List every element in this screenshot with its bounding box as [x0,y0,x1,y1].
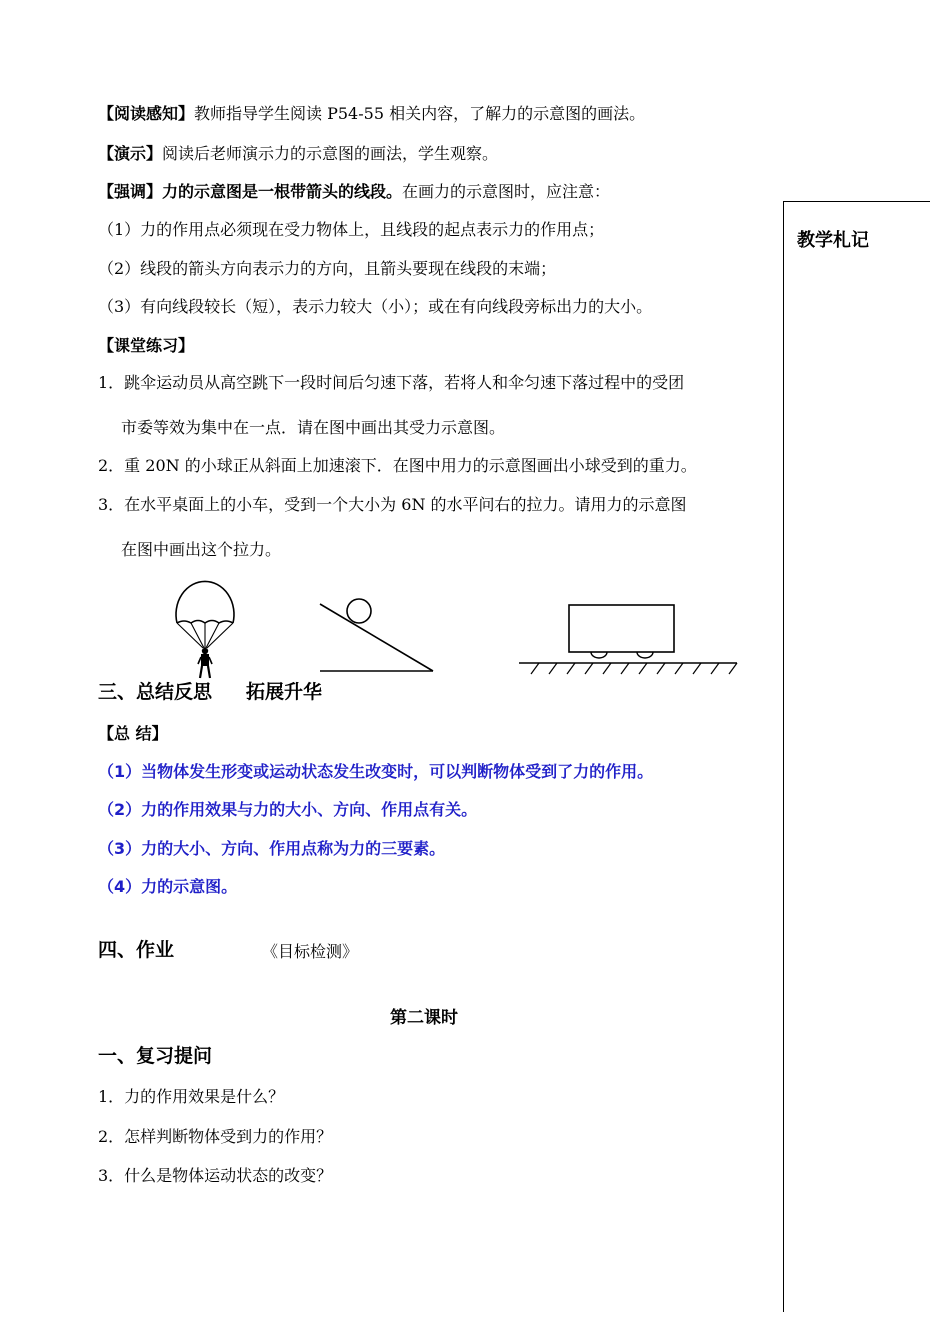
incline-ball-figure [315,592,440,674]
demo-text: 阅读后老师演示力的示意图的画法，学生观察。 [162,144,499,163]
summary-item-1: （1）当物体发生形变或运动状态发生改变时，可以判断物体受到了力的作用。 [98,762,654,781]
practice-q2: 2．重 20N 的小球正从斜面上加速滚下．在图中用力的示意图画出小球受到的重力。 [98,456,697,475]
review-question-3: 3．什么是物体运动状态的改变？ [98,1166,333,1185]
emphasis-line [98,182,610,202]
emphasis-label: 【强调】 [98,182,163,201]
emphasis-point-1: （1）力的作用点必须现在受力物体上，且线段的起点表示力的作用点； [98,220,605,239]
reading-line [98,104,645,124]
review-question-2: 2．怎样判断物体受到力的作用？ [98,1127,333,1146]
summary-item-3: （3）力的大小、方向、作用点称为力的三要素。 [98,839,446,858]
section3-subtitle: 拓展升华 [246,681,323,703]
section4-note: 《目标检测》 [262,942,359,961]
review-title: 一、复习提问 [98,1045,213,1067]
section3-title [98,682,322,702]
demo-line [98,144,498,164]
notes-title: 教学札记 [797,230,869,251]
practice-q3b: 在图中画出这个拉力。 [121,540,282,559]
summary-label: 【总 结】 [98,724,168,743]
review-question-1: 1．力的作用效果是什么？ [98,1087,285,1106]
emphasis-bold-text: 力的示意图是一根带箭头的线段。 [162,182,403,201]
summary-item-2: （2）力的作用效果与力的大小、方向、作用点有关。 [98,800,478,819]
reading-text: 教师指导学生阅读 P54-55 相关内容，了解力的示意图的画法。 [194,104,646,123]
practice-q3a: 3．在水平桌面上的小车，受到一个大小为 6N 的水平问右的拉力。请用力的示意图 [98,495,687,514]
practice-q1b: 市委等效为集中在一点．请在图中画出其受力示意图。 [121,418,506,437]
emphasis-text: 在画力的示意图时，应注意： [402,182,611,201]
summary-item-4: （4）力的示意图。 [98,877,238,896]
reading-label: 【阅读感知】 [98,104,195,123]
practice-q1a: 1．跳伞运动员从高空跳下一段时间后匀速下落，若将人和伞匀速下落过程中的受团 [98,373,685,392]
practice-label: 【课堂练习】 [98,336,195,355]
emphasis-point-2: （2）线段的箭头方向表示力的方向，且箭头要现在线段的末端； [98,259,557,278]
section3-main: 三、总结反思 [98,681,213,703]
demo-label: 【演示】 [98,144,163,163]
emphasis-point-3: （3）有向线段较长（短），表示力较大（小）；或在有向线段旁标出力的大小。 [98,297,653,316]
parachute-figure [170,578,240,680]
cart-table-figure [517,600,742,680]
lesson2-title: 第二课时 [390,1008,458,1028]
notes-column [783,201,930,1312]
section4-title: 四、作业 [98,939,175,961]
